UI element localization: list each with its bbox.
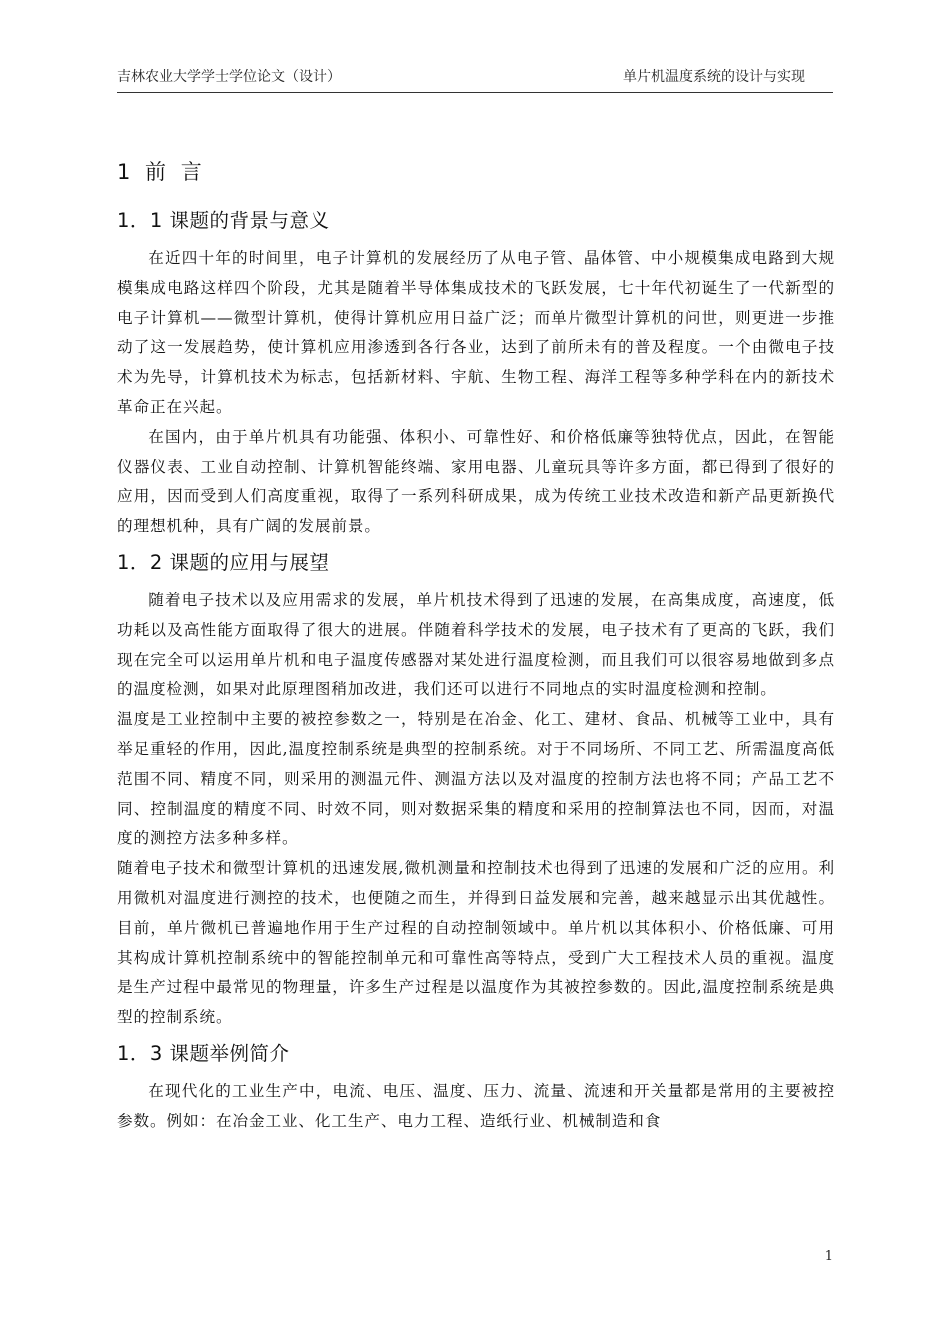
page-header — [117, 66, 833, 88]
section-title: 1．1 课题的背景与意义 — [117, 209, 330, 232]
section-background — [117, 204, 835, 542]
header-thesis-title: 吉林农业大学学士学位论文（设计） — [117, 69, 341, 85]
body-paragraph: 在近四十年的时间里，电子计算机的发展经历了从电子管、晶体管、中小规模集成电路到大规模集成电路这样四个阶段，尤其是随着半导体集成技术的飞跃发展，七十年代初诞生了一代新型的电子计算机——微型计算机，使得计算机应用日益广泛；而单片微型计算机的问世，则更进一步推动了这一发展趋势，使计算机应用渗透到各行各业，达到了前所未有的普及程度。一个由微电子技术为先导，计算机技术为标志，包括新材料、宇航、生物工程、海洋工程等多种学科在内的新技术革命正在兴起。 — [117, 249, 835, 416]
page-number: 1 — [824, 1249, 833, 1264]
body-paragraph: 在现代化的工业生产中，电流、电压、温度、压力、流量、流速和开关量都是常用的主要被控参数。例如：在冶金工业、化工生产、电力工程、造纸行业、机械制造和食 — [117, 1081, 835, 1130]
body-paragraph: 在国内，由于单片机具有功能强、体积小、可靠性好、和价格低廉等独特优点，因此，在智能仪器仪表、工业自动控制、计算机智能终端、家用电器、儿童玩具等许多方面，都已得到了很好的应用，因而受到人们高度重视，取得了一系列科研成果，成为传统工业技术改造和新产品更新换代的理想机种，具有广阔的发展前景。 — [117, 427, 835, 536]
body-paragraph: 温度是工业控制中主要的被控参数之一，特别是在冶金、化工、建材、食品、机械等工业中，具有举足重轻的作用，因此,温度控制系统是典型的控制系统。对于不同场所、不同工艺、所需温度高低 范围不同、精度不同，则采用的测温元件、测温方法以及对温度的控制方法也将不同；产品工艺不同、控制温度的精度不同、时效不同，则对数据采集的精度和采用的控制算法也不同，因而，对温度的测控方法多种多样。 — [117, 710, 835, 848]
section-example — [117, 1037, 835, 1137]
header-rule — [117, 92, 833, 93]
body-paragraph: 随着电子技术和微型计算机的迅速发展,微机测量和控制技术也得到了迅速的发展和广泛的应用。利用微机对温度进行测控的技术，也便随之而生，并得到日益发展和完善，越来越显示出其优越性。目前，单片微机已普遍地作用于生产过程的自动控制领域中。单片机以其体积小、价格低廉、可用其构成计算机控制系统中的智能控制单元和可靠性高等特点，受到广大工程技术人员的重视。温度是生产过程中最常见的物理量，许多生产过程是以温度作为其被控参数的。因此,温度控制系统是典型的控制系统。 — [117, 859, 835, 1027]
page-body — [117, 150, 835, 1137]
section-title: 1．3 课题举例简介 — [117, 1041, 290, 1065]
chapter-title: 1 前 言 — [117, 160, 206, 184]
section-application — [117, 546, 835, 1033]
section-title: 1．2 课题的应用与展望 — [117, 550, 330, 574]
header-topic-title: 单片机温度系统的设计与实现 — [623, 69, 805, 85]
body-paragraph: 随着电子技术以及应用需求的发展，单片机技术得到了迅速的发展，在高集成度，高速度，低功耗以及高性能方面取得了很大的进展。伴随着科学技术的发展，电子技术有了更高的飞跃，我们现在完全可以运用单片机和电子温度传感器对某处进行温度检测，而且我们可以很容易地做到多点的温度检测，如果对此原理图稍加改进，我们还可以进行不同地点的实时温度检测和控制。 — [117, 590, 835, 699]
